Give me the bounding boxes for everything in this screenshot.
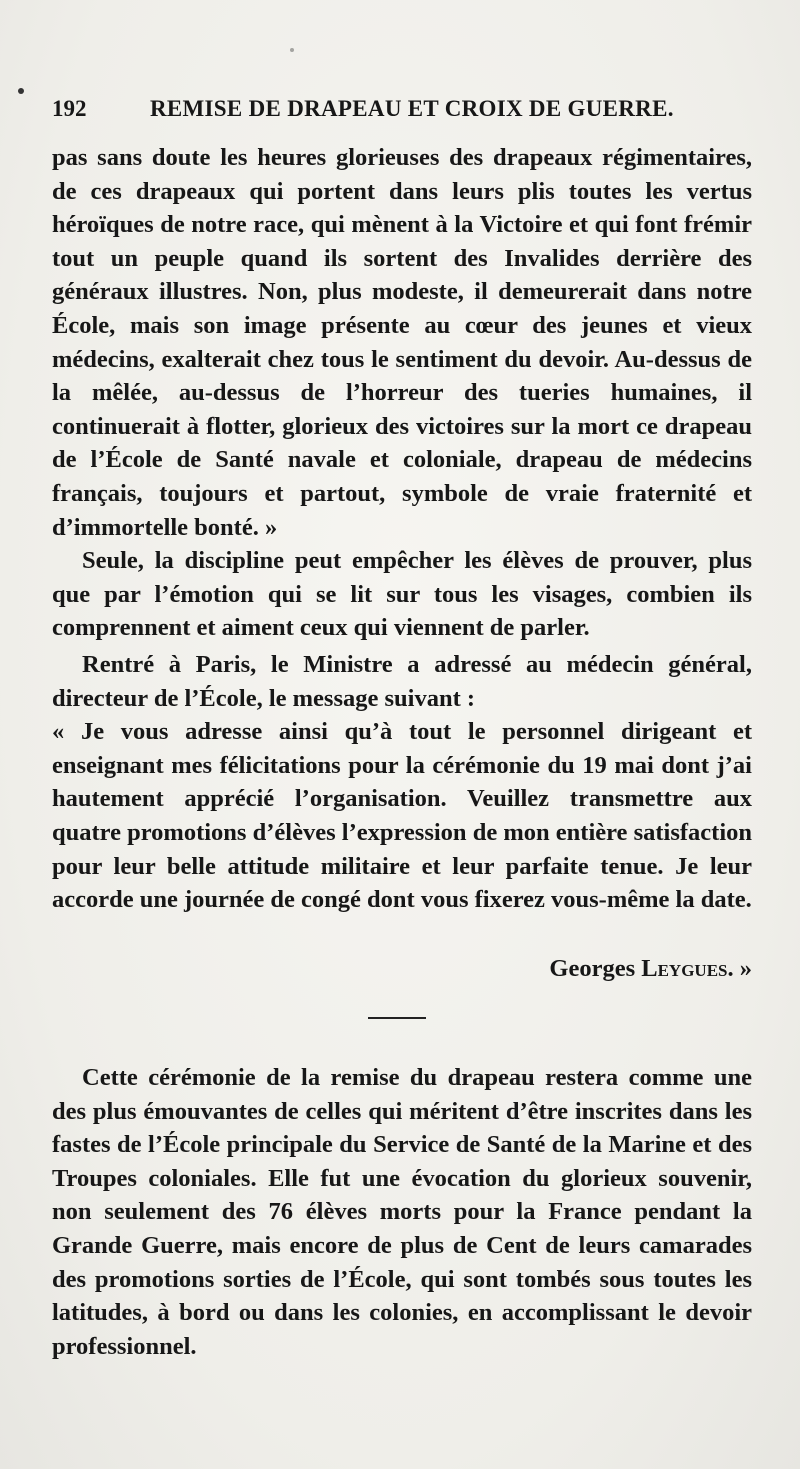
paragraph-discipline: Seule, la discipline peut empêcher les élèves de prouver, plus que par l’émotion qui se lit sur tous les visages, combien ils comprennent et aiment ceux qui viennent de parler.: [52, 547, 752, 642]
paragraph-minister-message: « Je vous adresse ainsi qu’à tout le personnel dirigeant et enseignant mes félicitations pour la cérémonie du 19 mai dont j’ai hautement apprécié l’organisation. Veuillez transmettre aux quatre promotions d’élèves l’expression de mon entière satisfaction pour leur belle attitude militaire et leur parfaite tenue. Je leur accorde une journée de congé dont vous fixerez vous-même la date.: [52, 718, 752, 914]
paragraph-ceremony-conclusion: Cette cérémonie de la remise du drapeau restera comme une des plus émouvantes de celles qui méritent d’être inscrites dans les fastes de l’École principale du Service de Santé de la Marine et des Troupes coloniales. Elle fut une évocation du glorieux souvenir, non seulement des 76 élèves morts pour la France pendant la Grande Guerre, mais encore de plus de Cent de leurs camarades des promotions sorties de l’École, qui sont tombés sous toutes les latitudes, à bord ou dans les colonies, en accomplissant le devoir professionnel.: [52, 1064, 752, 1360]
ink-speck: [18, 88, 24, 94]
page-header: [52, 96, 764, 126]
section-divider: [368, 1017, 426, 1019]
page-number: 192: [52, 96, 87, 121]
ink-speck: [290, 48, 294, 52]
signature: [549, 952, 752, 986]
signature-closing: . »: [727, 955, 752, 982]
running-head: REMISE DE DRAPEAU ET CROIX DE GUERRE.: [150, 96, 674, 121]
paragraph-minister-return: Rentré à Paris, le Ministre a adressé au médecin général, directeur de l’École, le message suivant :: [52, 651, 752, 712]
paragraph-continued-speech: pas sans doute les heures glorieuses des drapeaux régimentaires, de ces drapeaux qui portent dans leurs plis toutes les vertus héroïques de notre race, qui mènent à la Victoire et qui font frémir tout un peuple quand ils sortent des Invalides derrière des généraux illustres. Non, plus modeste, il demeurerait dans notre École, mais son image présente au cœur des jeunes et vieux médecins, exalterait chez tous le sentiment du devoir. Au-dessus de la mêlée, au-dessus de l’horreur des tueries humaines, il continuerait à flotter, glorieux des victoires sur la mort ce drapeau de l’École de Santé navale et coloniale, drapeau de médecins français, toujours et partout, symbole de vraie fraternité et d’immortelle bonté. »: [52, 144, 752, 541]
signature-first-name: Georges: [549, 955, 636, 982]
signature-last-name: Leygues: [641, 955, 728, 982]
text-block-message: [52, 648, 752, 917]
text-block-lower: [52, 1061, 752, 1363]
text-block-upper: [52, 141, 752, 645]
